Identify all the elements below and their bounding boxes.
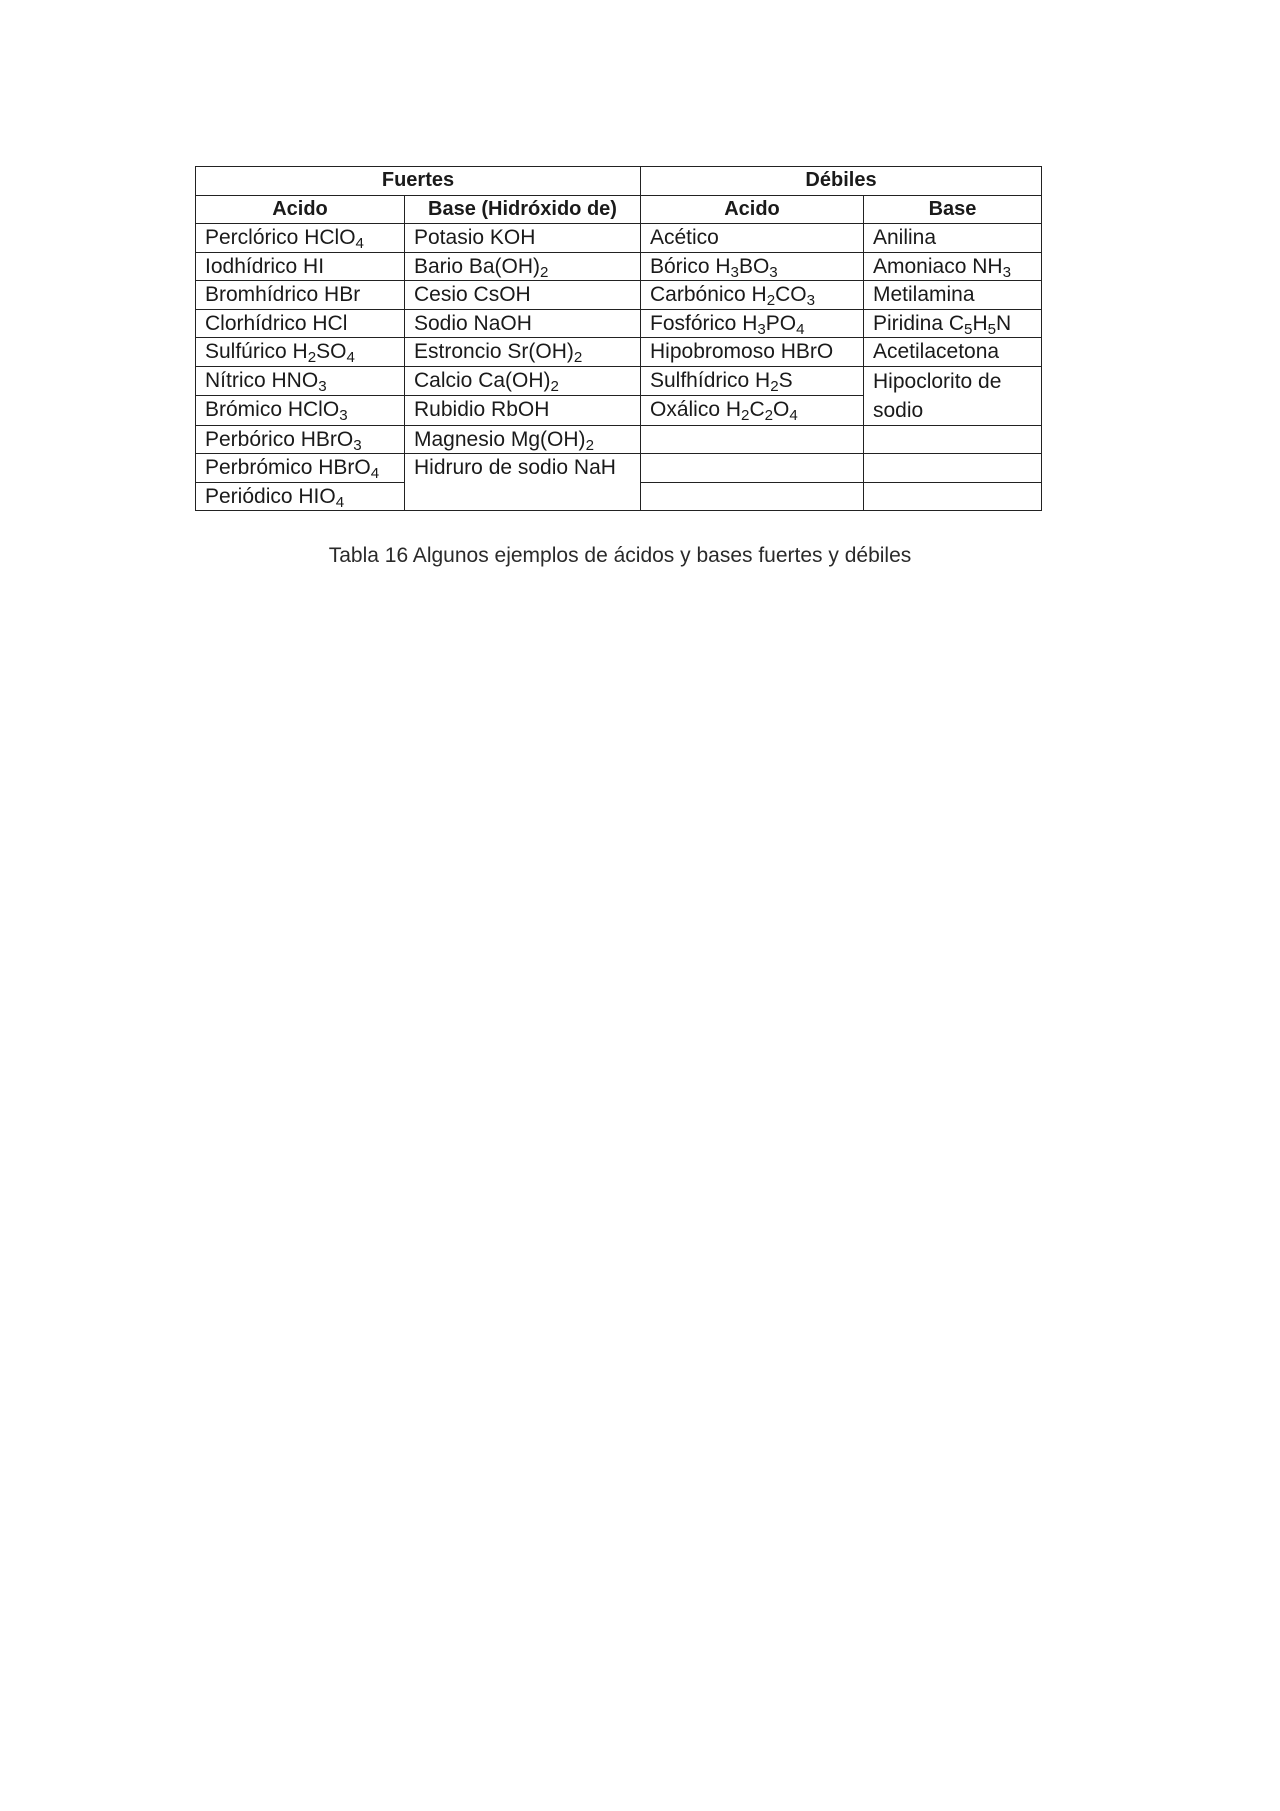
subscript: 3 [769,263,778,281]
header-weak-base: Base [864,195,1042,224]
subscript: 4 [370,464,380,482]
weak-acid-cell [641,281,864,310]
cell-text: Sodio NaOH [414,311,532,335]
cell-text: Estroncio Sr(OH) [414,340,574,363]
table-row [196,482,1042,511]
cell-text: Piridina C [873,311,965,335]
subscript: 2 [540,263,549,281]
cell-text: Cesio CsOH [414,283,531,306]
strong-base-cell [405,224,641,253]
subscript: 2 [573,348,583,366]
subscript: 2 [766,291,776,309]
group-header-row [196,167,1042,196]
cell-text: Anilina [873,226,937,249]
cell-text: CO [775,283,807,306]
table-row [196,425,1042,454]
weak-base-cell [864,366,1042,425]
subscript: 2 [585,436,594,454]
cell-text: Perbórico HBrO [205,427,354,451]
weak-base-cell [864,454,1042,483]
weak-acid-cell [641,338,864,367]
weak-acid-cell [641,309,864,338]
cell-text: H [972,311,988,335]
weak-acid-cell [641,425,864,454]
subscript: 4 [335,493,345,511]
table-caption: Tabla 16 Algunos ejemplos de ácidos y bases fuertes y débiles [328,544,912,567]
column-header-row [196,195,1042,224]
subscript: 2 [307,348,317,366]
subscript: 3 [730,263,739,281]
cell-text: Periódico HIO [205,484,336,508]
cell-text: Iodhídrico HI [205,254,325,278]
header-strong-acid: Acido [196,195,405,224]
cell-text: Bario Ba(OH) [414,254,541,278]
strong-acid-cell [196,482,405,511]
table-row [196,309,1042,338]
cell-text: Clorhídrico HCl [205,311,348,335]
strong-base-cell [405,252,641,281]
strong-acid-cell [196,281,405,310]
cell-text: Sulfhídrico H [650,368,771,392]
subscript: 5 [987,320,997,338]
subscript: 3 [353,436,362,454]
subscript: 4 [346,348,355,366]
cell-text: Nítrico HNO [205,368,319,392]
cell-text: Rubidio RbOH [414,398,550,421]
subscript: 3 [339,406,348,424]
cell-text: Oxálico H [650,398,742,421]
acids-bases-table [195,166,1042,511]
subscript: 4 [355,234,364,252]
weak-base-cell [864,425,1042,454]
cell-text: Sulfúrico H [205,340,308,363]
strong-acid-cell [196,454,405,483]
subscript: 2 [770,377,779,395]
strong-acid-cell [196,309,405,338]
header-weak-acid: Acido [641,195,864,224]
header-weak: Débiles [641,167,1042,196]
subscript: 4 [789,406,798,424]
subscript: 2 [741,406,750,424]
cell-text: Potasio KOH [414,226,536,249]
subscript: 4 [796,320,805,338]
cell-text: SO [316,340,347,363]
cell-text: Perclórico HClO [205,226,356,249]
cell-text: Bromhídrico HBr [205,283,361,306]
cell-text: Magnesio Mg(OH) [414,427,586,451]
weak-acid-cell [641,252,864,281]
strong-base-cell [405,338,641,367]
weak-base-cell [864,281,1042,310]
table-row [196,338,1042,367]
strong-acid-cell [196,396,405,426]
table-row [196,224,1042,253]
table-row [196,252,1042,281]
weak-base-cell [864,252,1042,281]
subscript: 3 [757,320,766,338]
subscript: 3 [806,291,816,309]
weak-base-cell [864,309,1042,338]
subscript: 3 [1002,263,1011,281]
subscript: 3 [318,377,327,395]
table-row [196,281,1042,310]
strong-base-cell [405,396,641,426]
cell-text: Fosfórico H [650,311,758,335]
cell-text: N [996,311,1012,335]
strong-base-cell [405,425,641,454]
subscript: 5 [964,320,973,338]
cell-text: Metilamina [873,283,975,306]
cell-text: Hipobromoso HBrO [650,340,834,363]
strong-acid-cell [196,366,405,396]
cell-text: C [749,398,765,421]
cell-text: Acético [650,226,719,249]
cell-text: Brómico HClO [205,398,340,421]
cell-text: Calcio Ca(OH) [414,368,551,392]
strong-acid-cell [196,425,405,454]
strong-base-cell [405,309,641,338]
strong-acid-cell [196,252,405,281]
table-body [196,224,1042,511]
cell-text: BO [738,254,770,278]
table-row [196,366,1042,396]
weak-base-cell [864,224,1042,253]
weak-base-cell [864,338,1042,367]
cell-text: Bórico H [650,254,731,278]
cell-text: Hidruro de sodio NaH [414,456,616,479]
cell-text: Hipoclorito de sodio [873,369,1002,422]
header-strong-base: Base (Hidróxido de) [405,195,641,224]
cell-text: O [773,398,790,421]
strong-base-cell [405,366,641,396]
cell-text: Carbónico H [650,283,767,306]
subscript: 2 [764,406,774,424]
cell-text: PO [765,311,797,335]
header-strong: Fuertes [196,167,641,196]
strong-acid-cell [196,338,405,367]
cell-text: S [778,368,793,392]
weak-acid-cell [641,366,864,396]
strong-base-cell [405,482,641,511]
weak-acid-cell [641,482,864,511]
table-row [196,454,1042,483]
subscript: 2 [550,377,559,395]
cell-text: Amoniaco NH [873,254,1003,278]
weak-acid-cell [641,396,864,426]
cell-text: Perbrómico HBrO [205,456,371,479]
strong-base-cell [405,281,641,310]
weak-acid-cell [641,454,864,483]
weak-acid-cell [641,224,864,253]
cell-text: Acetilacetona [873,340,1000,363]
strong-base-cell [405,454,641,483]
strong-acid-cell [196,224,405,253]
weak-base-cell [864,482,1042,511]
